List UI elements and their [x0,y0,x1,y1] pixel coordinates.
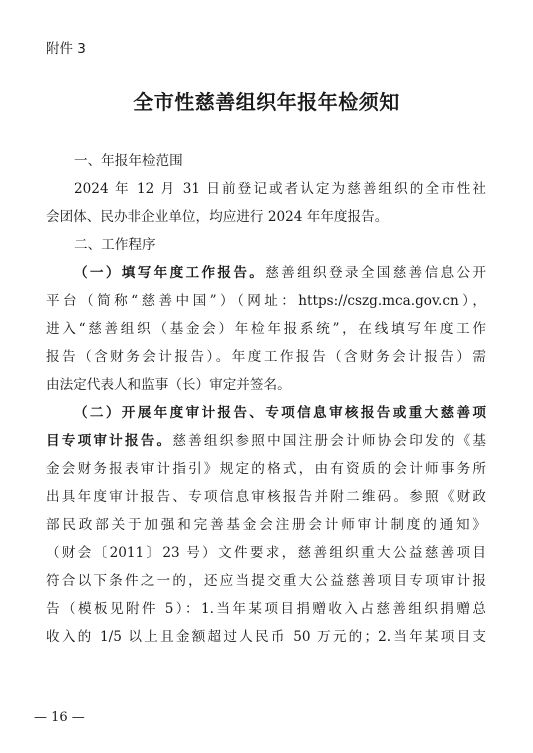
item-1-first-line [46,259,486,287]
item-1-text: 慈善组织登录全国慈善信息公开 [265,265,486,281]
paragraph-line: 2024 年 12 月 31 日前登记或者认定为慈善组织的全市性社 [74,181,486,197]
item-2-text: 慈善组织参照中国注册会计师协会印发的《基 [172,433,486,449]
paragraph-line: （财会〔2011〕23 号）文件要求，慈善组织重大公益慈善项目 [46,545,486,561]
document-body [46,147,486,651]
item-2-title-line: （二）开展年度审计报告、专项信息审核报告或重大慈善项 [74,405,486,421]
paragraph-line: 金会财务报表审计指引》规定的格式，由有资质的会计师事务所 [46,461,486,477]
section-heading-procedure: 二、工作程序 [74,237,156,253]
section-heading-scope: 一、年报年检范围 [74,153,183,169]
paragraph-line: 告（模板见附件 5）：1.当年某项目捐赠收入占慈善组织捐赠总 [46,601,486,617]
document-title: 全市性慈善组织年报年检须知 [133,90,400,114]
paragraph-line: 进入“慈善组织（基金会）年检年报系统”，在线填写年度工作 [46,321,486,337]
page-number: — 16 — [34,710,85,725]
paragraph-line: 由法定代表人和监事（长）审定并签名。 [46,377,291,393]
paragraph-line: 会团体、民办非企业单位，均应进行 2024 年年度报告。 [46,209,389,225]
paragraph-line: 平台（简称“慈善中国”）（网址：https://cszg.mca.gov.cn）， [46,293,486,309]
item-2-second-line [46,427,486,455]
attachment-label: 附件 3 [46,41,86,57]
paragraph-line: 出具年度审计报告、专项信息审核报告并附二维码。参照《财政 [46,489,486,505]
paragraph-line: 部民政部关于加强和完善基金会注册会计师审计制度的通知》 [46,517,486,533]
paragraph-line: 收入的 1/5 以上且金额超过人民币 50 万元的；2.当年某项目支 [46,629,486,645]
item-2-title-end: 目专项审计报告。 [46,433,173,449]
paragraph-line: 符合以下条件之一的，还应当提交重大公益慈善项目专项审计报 [46,573,486,589]
item-1-title: （一）填写年度工作报告。 [74,265,266,281]
paragraph-line: 报告（含财务会计报告）。年度工作报告（含财务会计报告）需 [46,349,486,365]
